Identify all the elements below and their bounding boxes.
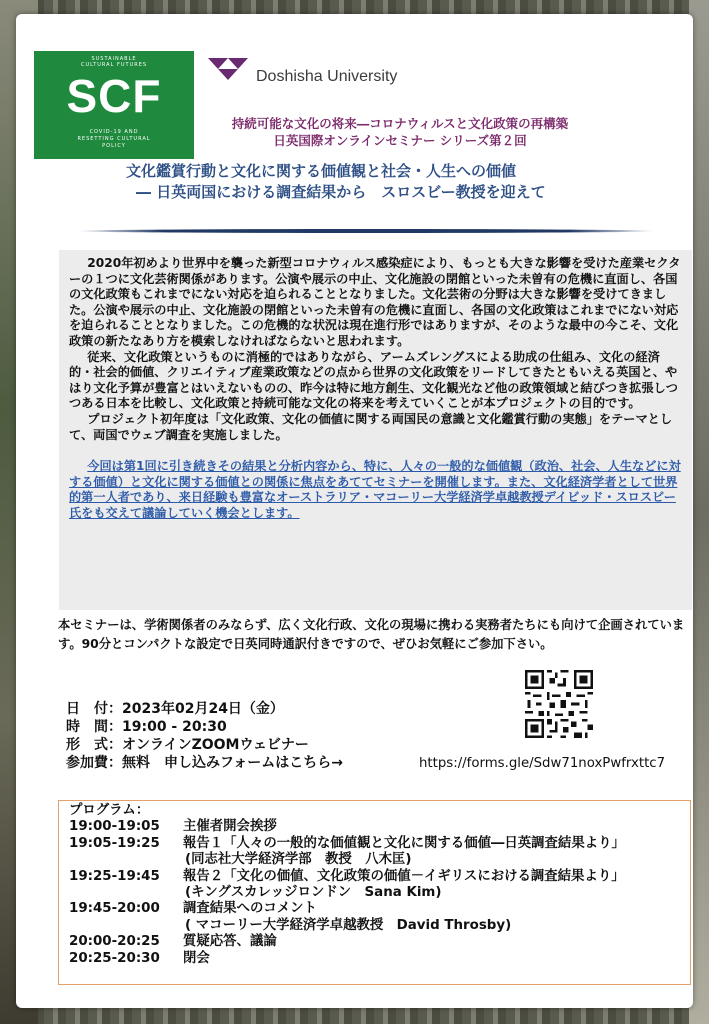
intro-highlight-paragraph: 今回は第1回に引き続きその結果と分析内容から、特に、人々の一般的な価値観（政治、社会、人生などに対する価値）と文化に関する価値との関係に焦点をあててセミナーを開催します。また、文化経済学者として世界的第一人者であり、来日経験も豊富なオーストラリア・マコーリー大学経済学卓越教授デイビッド・スロスビー氏をも交えて議論していく機会とします。: [69, 459, 681, 520]
program-list: [69, 819, 690, 967]
program-time: 19:05-19:25: [69, 835, 160, 851]
title-line-1: 文化鑑賞行動と文化に関する価値観と社会・人生への価値: [126, 162, 517, 180]
subtitle-line-1: 持続可能な文化の将来―コロナウィルスと文化政策の再構築: [231, 116, 569, 131]
scf-logo-text: SCF: [66, 70, 162, 122]
program-indent: [69, 918, 183, 934]
scf-logo: [34, 51, 194, 159]
program-time: 20:00-20:25: [69, 934, 160, 950]
program-presenter: ( マコーリー大学経済学卓越教授 David Throsby): [185, 917, 512, 933]
program-description: 報告２「文化の価値、文化政策の価値－イギリスにおける調査結果より」: [183, 868, 625, 884]
scf-logo-top-text: SUSTAINABLE CULTURAL FUTURES: [80, 56, 148, 68]
program-heading: プログラム：: [69, 803, 150, 818]
program-item-detail: [69, 918, 690, 934]
program-description: 報告１「人々の一般的な価値観と文化に関する価値―日英調査結果より」: [183, 835, 625, 851]
program-description: 質疑応答、議論: [183, 934, 277, 950]
program-description: 主催者開会挨拶: [183, 819, 277, 835]
program-item-detail: [69, 885, 690, 901]
event-fee: 参加費：無料 申し込みフォームはこちら→: [66, 755, 344, 771]
title-divider: [76, 229, 656, 233]
program-item: [69, 836, 690, 852]
flyer-card: [16, 14, 693, 1008]
intro-paragraph-1: 2020年初めより世界中を襲った新型コロナウィルス感染症により、もっとも大きな影響を受けた産業セクターの１つに文化芸術関係があります。公演や展示の中止、文化施設の閉館といった未曽有の危機に直面し、各国の文化政策もこれまでにない対応を迫られることとなりました。文化芸術の分野は大きな影響を受けてきました。公演や展示の中止、文化施設の閉館といった未曽有の危機に直面し、各国の文化政策はこれまでにない対応を迫られることとなりました。この危機的な状況は現在進行形ではありますが、そのような最中の今こそ、文化政策の新たなあり方を模索しなければならないと思われます。: [69, 256, 681, 348]
page-title: [126, 161, 606, 203]
qr-code-icon[interactable]: [525, 670, 593, 738]
program-time: 20:25-20:30: [69, 950, 160, 966]
event-time: 時 間：19:00 - 20:30: [66, 719, 227, 735]
program-time: 19:45-20:00: [69, 901, 160, 917]
program-description: 閉会: [183, 950, 210, 966]
event-format: 形 式：オンラインZOOMウェビナー: [66, 737, 309, 753]
seminar-note: 本セミナーは、学術関係者のみならず、広く文化行政、文化の現場に携わる実務者たちにも向けて企画されています。90分とコンパクトな設定で日英同時通訳付きですので、ぜひお気軽にご参加下さい。: [58, 618, 685, 651]
university-name: Doshisha University: [256, 68, 398, 85]
program-indent: [69, 852, 183, 868]
program-presenter: (同志社大学経済学部 教授 八木匡): [185, 852, 412, 868]
intro-paragraph-3: プロジェクト初年度は「文化政策、文化の価値に関する両国民の意識と文化鑑賞行動の実態」をテーマとして、両国でウェブ調査を実施しました。: [69, 411, 673, 442]
program-presenter: (キングスカレッジロンドン Sana Kim): [185, 885, 442, 901]
program-item: [69, 869, 690, 885]
program-item-detail: [69, 852, 690, 868]
doshisha-emblem-icon: [208, 58, 248, 92]
subtitle-line-2: 日英国際オンラインセミナー シリーズ第２回: [273, 133, 527, 148]
program-item: [69, 819, 690, 835]
event-details: [66, 700, 426, 772]
program-indent: [69, 885, 183, 901]
series-subtitle: [190, 115, 610, 149]
registration-link[interactable]: https://forms.gle/Sdw71noxPwfrxttc7: [419, 756, 666, 771]
program-item: [69, 901, 690, 917]
scf-logo-bottom-text: COVID-19 AND RESETTING CULTURAL POLICY: [77, 129, 151, 149]
program-time: 19:00-19:05: [69, 819, 160, 835]
event-date: 日 付：2023年02月24日（金）: [66, 701, 284, 717]
intro-box: [59, 250, 692, 610]
program-item: [69, 951, 690, 967]
program-time: 19:25-19:45: [69, 868, 160, 884]
program-description: 調査結果へのコメント: [183, 901, 317, 917]
program-item: [69, 934, 690, 950]
program-box: [58, 800, 691, 985]
title-line-2: ― 日英両国における調査結果から スロスビー教授を迎えて: [136, 183, 546, 201]
intro-paragraph-2: 従来、文化政策というものに消極的ではありながら、アームズレングスによる助成の仕組み、文化の経済的・社会的価値、クリエイティブ産業政策などの点から世界の文化政策をリードしてきたともいえる英国と、やはり文化予算が豊富とはいえないものの、昨今は特に地方創生、文化観光など他の政策領域と結びつき拡張しつつある日本を比較し、文化政策と持続可能な文化の将来を考えていくことが本プロジェクトの目的です。: [69, 349, 678, 411]
doshisha-logo: [208, 58, 438, 98]
